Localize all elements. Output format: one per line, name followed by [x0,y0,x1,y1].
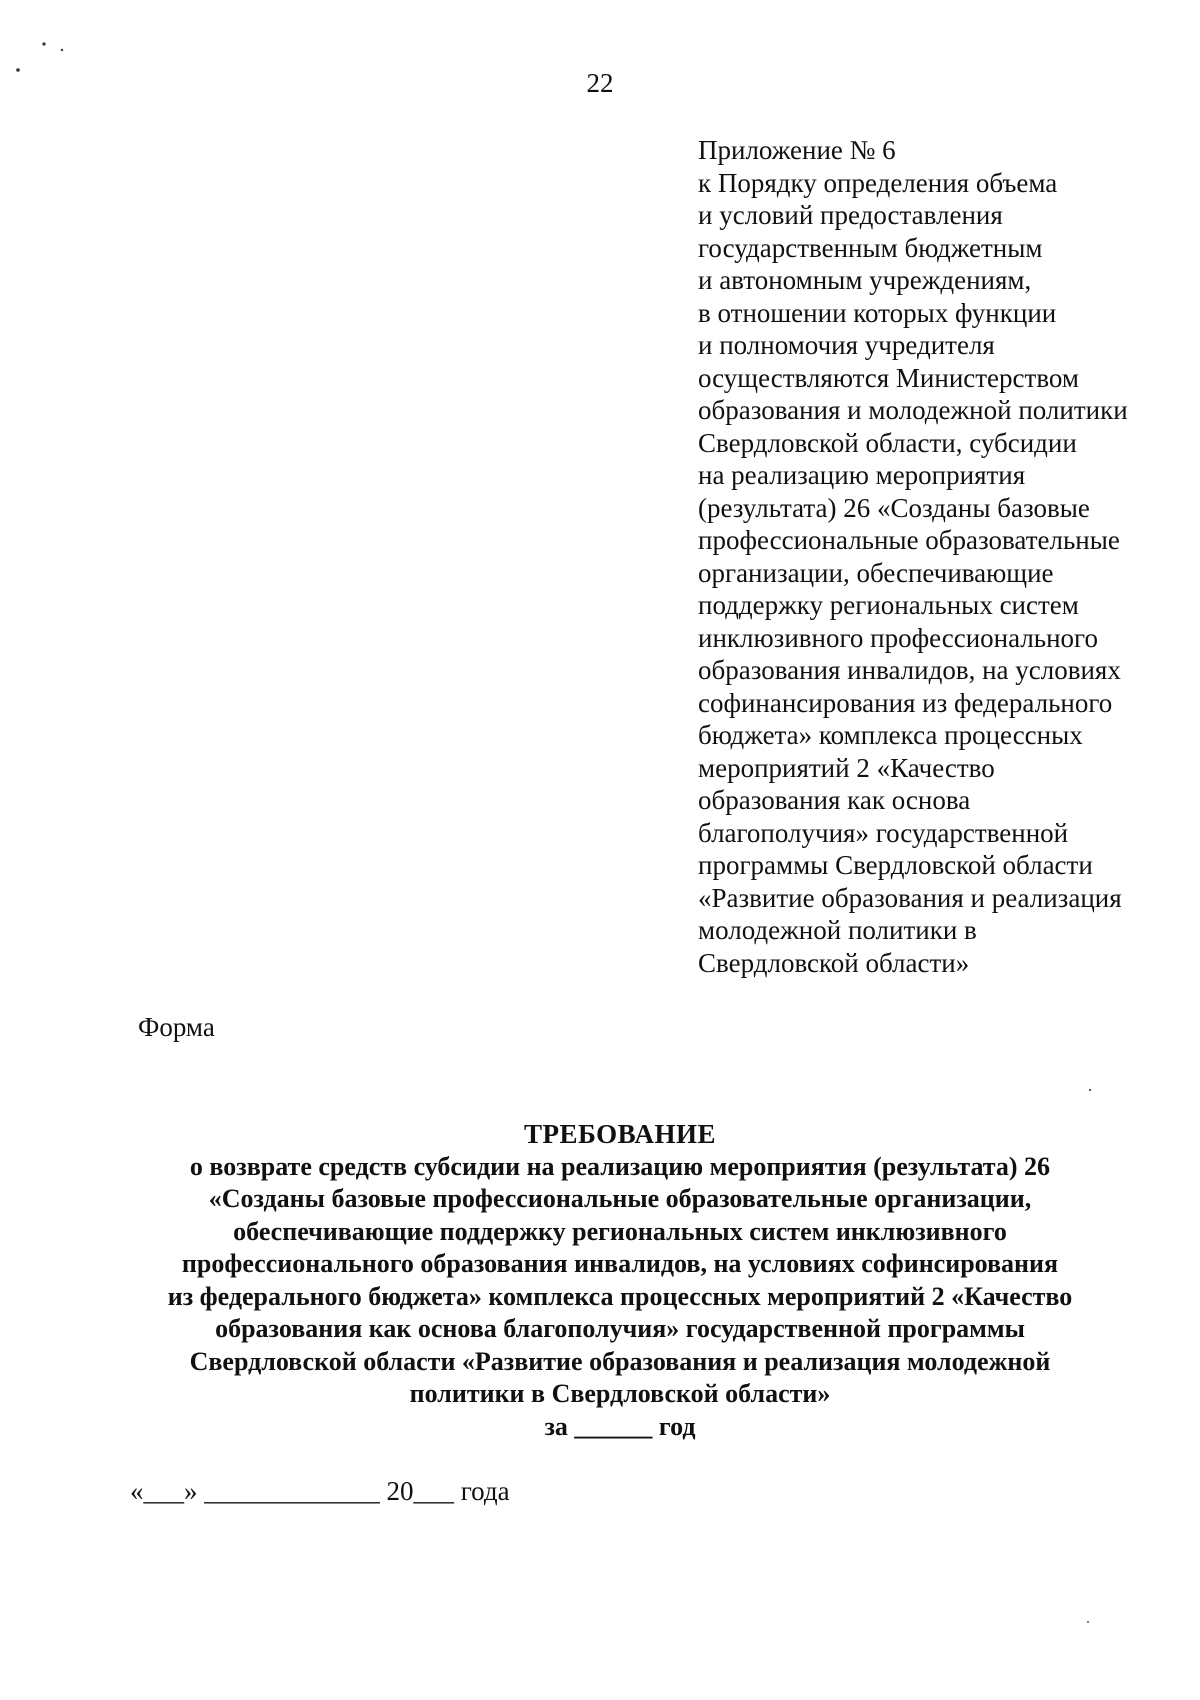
appendix-line: образования и молодежной политики [698,395,1128,425]
appendix-line: Свердловской области» [698,947,970,978]
appendix-line: мероприятий 2 «Качество [698,752,995,783]
appendix-line: молодежной политики в [698,915,977,945]
appendix-line: организации, обеспечивающие [698,557,1054,588]
requirement-line: Свердловской области «Развитие образования и реализация молодежной [189,1346,1051,1376]
appendix-line: и условий предоставления [698,200,1003,230]
appendix-line: благополучия» государственной [698,817,1069,848]
appendix-line: образования как основа [698,785,971,815]
scan-speck [61,49,63,51]
appendix-line: к Порядку определения объема [698,167,1058,198]
appendix-line: программы Свердловской области [698,850,1093,880]
requirement-title: ТРЕБОВАНИЕ [524,1119,716,1149]
appendix-line: осуществляются Министерством [698,362,1079,393]
appendix-line: и автономным учреждениям, [698,265,1032,295]
appendix-line: Свердловской области, субсидии [698,427,1077,458]
appendix-line: поддержку региональных систем [698,590,1079,620]
appendix-line: инклюзивного профессионального [698,622,1098,653]
appendix-line: на реализацию мероприятия [698,460,1026,490]
requirement-line: образования как основа благополучия» государственной программы [215,1314,1025,1343]
appendix-block [698,134,1178,979]
appendix-line: профессиональные образовательные [698,525,1120,555]
form-label: Форма [138,1012,215,1042]
scan-speck [42,42,45,45]
appendix-line: государственным бюджетным [698,232,1043,263]
page-number: 22 [586,68,614,98]
requirement-subtitle [100,1151,1140,1411]
requirement-line: о возврате средств субсидии на реализацию мероприятия (результата) 26 [189,1151,1051,1181]
appendix-line: и полномочия учредителя [698,330,995,360]
requirement-line: из федерального бюджета» комплекса процессных мероприятий 2 «Качество [167,1281,1073,1311]
requirement-line: обеспечивающие поддержку региональных систем инклюзивного [233,1216,1007,1246]
requirement-heading [100,1118,1140,1443]
appendix-line: в отношении которых функции [698,297,1057,328]
scan-speck [1089,1089,1091,1091]
appendix-line: бюджета» комплекса процессных [698,720,1083,750]
appendix-line: (результата) 26 «Созданы базовые [698,492,1090,523]
appendix-line: образования инвалидов, на условиях [698,655,1121,685]
appendix-line: «Развитие образования и реализация [698,882,1122,913]
requirement-line: политики в Свердловской области» [409,1379,831,1408]
year-line: за ______ год [544,1411,696,1441]
requirement-line: «Созданы базовые профессиональные образовательные организации, [208,1184,1032,1213]
requirement-line: профессионального образования инвалидов, на условиях софинсирования [181,1249,1059,1278]
appendix-line: софинансирования из федерального [698,687,1113,718]
date-line: «___» _____________ 20___ года [130,1476,510,1506]
scan-speck [1087,1621,1089,1623]
appendix-line: Приложение № 6 [698,135,896,165]
